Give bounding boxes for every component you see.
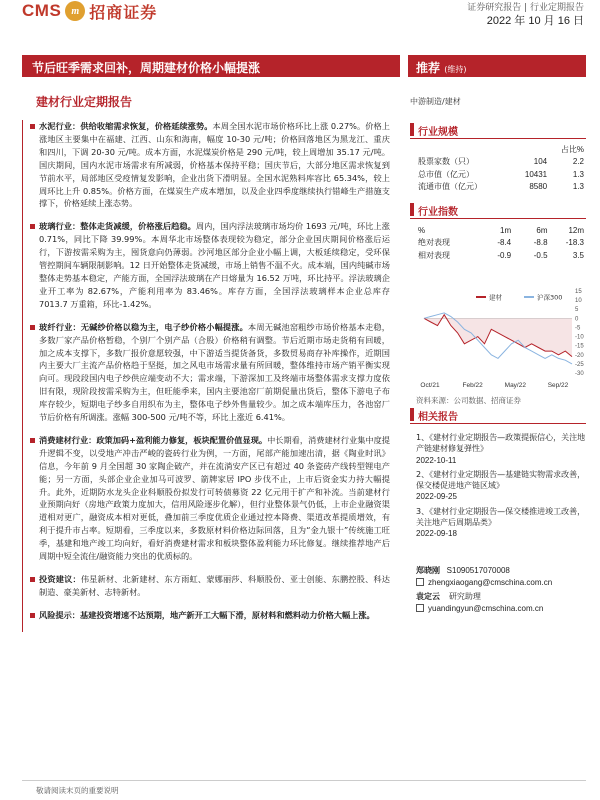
y-tick-label: -20 [575,352,584,359]
y-tick-label: -5 [575,325,581,332]
paragraph-body: 本周全国水泥市场价格环比上涨 0.27%。价格上涨地区主要集中在福建、江西、山东和海南，幅度 10-30 元/吨；价格回落地区为黑龙江、重庆和四川，下调 20-30 元/吨。成本方面，水泥煤炭价格是 290 元/吨，较上周增加 35.17 元/吨。国庆期间，国内水泥市场需求有所减弱，价格基本保持平稳；国庆节后，大部分地区需求恢复到节前水平，局部地区受疫情复发影响，企业出货下滑明显。全国水泥熟料库容比 65.34%，较上周环比上升 0.85%。价格方面，在煤炭生产成本增加，以及企业四季度继续执行错峰生产措施支撑下，价格延续上涨态势。 [39,121,390,209]
analyst-name: 袁定云 [416,592,440,601]
analyst-email[interactable]: zhengxiaogang@cmschina.com.cn [428,578,553,587]
unit-label: 占比% [560,144,584,154]
bullet-icon [30,124,35,129]
bullet-icon [30,224,35,229]
cell: -0.9 [497,250,512,260]
x-tick-label: May/22 [504,382,526,389]
related-report-item[interactable] [416,506,588,540]
heading-text: 相关报告 [418,412,458,423]
heading-bar [410,203,414,216]
section-heading-index [410,203,586,218]
report-link[interactable]: 3、《建材行业定期报告—保交楼推进竣工改善，关注地产后周期品类》 [416,506,586,528]
paragraph-lead: 投资建议： [39,574,81,584]
row-label: 总市值（亿元） [418,169,474,179]
analysts [416,565,588,615]
section-heading-related [410,408,586,423]
y-tick-label: -25 [575,361,584,368]
cell: -8.8 [533,238,548,248]
rating-banner [408,55,586,77]
chart-source: 资料来源：公司数据、招商证券 [416,396,521,405]
analyst-email[interactable]: yuandingyun@cmschina.com.cn [428,604,544,613]
heading-text: 行业规模 [418,127,458,138]
rating-sub: (维持) [444,65,467,74]
heading-rule [410,218,586,219]
col-header: % [418,225,426,235]
cell: 3.5 [572,250,584,260]
heading-rule [410,138,586,139]
company-logo [22,0,157,22]
table-row [416,156,586,169]
paragraph-lead: 玻璃行业：整体走货减缓，价格涨后趋稳。 [39,221,196,232]
index-table [416,224,586,262]
report-subtitle: 建材行业定期报告 [36,95,133,109]
legend-label: 建材 [489,293,502,302]
paragraph-body: 周内，国内浮法玻璃市场均价 1693 元/吨，环比上涨 0.71%，同比下降 39.99%。本周华北市场整体表现较为稳定，部分企业国庆期间价格涨后运行，下游按需采购为主，囤货意向仍薄弱。沙河地区部分企业小幅上调，大板延续稳定，受环保管控期间车辆限制影响。12 日开始整体走货减缓，市场上销售不温不火。成本端，国内纯碱市场整体走势基本稳定，产能方面，全国浮法玻璃在产日熔量为 16.52 万吨，环比持平。浮法玻璃企业开工率为 82.67%，产能利用率为 83.46%。库存方面，全国浮法玻璃样本企业总库存 7013.7 万重箱，环比-1.42%。 [39,221,390,309]
row-pct: 2.2 [572,157,584,167]
row-value: 8580 [529,182,548,192]
table-row [416,237,586,250]
logo-badge-icon: m [65,1,85,21]
report-link[interactable]: 2、《建材行业定期报告—基建链实物需求改善，保交楼促进地产链区域》 [416,469,586,491]
paragraph-lead: 风险提示：基建投资增速不达预期，地产新开工大幅下滑，原材料和燃料动力价格大幅上涨。 [39,609,375,620]
mail-icon [416,578,424,586]
paragraph-risk [31,609,390,622]
bullet-icon [30,613,35,618]
row-value: 10431 [524,169,548,179]
analyst-email-row [416,577,588,589]
report-title: 节后旺季需求回补，周期建材价格小幅提涨 [22,55,400,77]
col-header: 1m [500,225,512,235]
paragraph-investment-advice [31,573,390,599]
paragraph-fiberglass [31,321,390,424]
report-date: 2022-09-18 [416,529,457,539]
table-row [416,181,586,194]
analyst [416,565,588,577]
cell: -8.4 [497,238,512,248]
paragraph-lead: 消费建材行业：政策加码+盈利能力修复，板块配置价值显现。 [39,434,268,445]
report-date: 2022 年 10 月 16 日 [486,15,584,27]
y-tick-label: -15 [575,343,584,350]
row-label: 流通市值（亿元） [418,182,482,192]
legend-label: 沪深300 [537,293,563,302]
report-date: 2022-09-25 [416,492,457,502]
scale-table [416,143,586,193]
y-tick-label: -30 [575,371,584,377]
y-tick-label: -10 [575,334,584,341]
analyst [416,591,588,603]
paragraph-glass [31,220,390,310]
footer-note: 敬请阅读末页的重要说明 [36,786,119,795]
bullet-icon [30,325,35,330]
table-row [416,249,586,262]
table-header-row [416,143,586,156]
row-label: 相对表现 [418,250,450,260]
paragraph-lead: 玻纤行业：无碱纱价格以稳为主，电子纱价格小幅提涨。 [39,321,249,332]
section-heading-scale [410,123,586,138]
bullet-icon [30,577,35,582]
logo-latin: CMS [22,1,62,20]
paragraph-body: 中长期看，消费建材行业集中度提升逻辑不变，以受地产冲击严峻的瓷砖行业为例，一方面，尾部产能加速出清，据《陶业时讯》信息，今年前 9 月全国超 30 家陶企破产，并在流淌安产区已有超过 40 条瓷砖产线转型锂电产能；另一方面，头部企业企业加马可波罗、箭牌家居 IPO 步伐不止，上市后资金实力持大幅提升。此外，近期防水龙头企业科顺股份拟发行可转债募资 22 亿元用于扩产和补流。当前建材行业预期向好（房地产政策力度加大，信用风险逐步化解），但行业整体景气仍低，上市企业融资渠道相对更广，融资成本相对更低，叠加前三季度优质企业通过控本降费、渠道改革提质增效，有利于提升市占率。短期看，三季度以来，多数原材料价格边际回落，且为“金九银十”传统施工旺季，基建和地产竣工均向好，看好消费建材需求和板块整体盈利能力环比修复。继续推荐地产后周期中短全流住/融资能力突出的优质标的。 [39,434,390,562]
logo-chinese: 招商证券 [89,2,158,22]
paragraph-lead: 水泥行业：供给收缩需求恢复，价格延续涨势。 [39,121,213,131]
row-pct: 1.3 [572,169,584,179]
row-pct: 1.3 [572,182,584,192]
table-header-row [416,224,586,237]
heading-bar [410,408,414,421]
bullet-icon [30,438,35,443]
y-tick-label: 15 [575,289,582,295]
industry-label: 中游制造/建材 [410,97,461,106]
table-row [416,168,586,181]
analyst-role: 研究助理 [448,592,481,601]
mail-icon [416,604,424,612]
report-link[interactable]: 1、《建材行业定期报告—政策提振信心，关注地产链建材修复弹性》 [416,433,586,454]
y-tick-label: 5 [575,307,579,314]
rating: 推荐 [416,61,441,75]
heading-rule [410,423,586,424]
footer-divider [22,780,586,781]
paragraph-body: 本周无碱池窑粗纱市场价格基本走稳，多数厂家产品价格暂稳，个别厂个别产品（合股）价格稍有调整。节后近期市场走货稍有回暖，加之成本支撑下，多数厂报价意愿较强，中下游适当提货备货，多数贸易商存补库操作，近期国内主要大厂主流产品价格趋于坚挺，加之风电市场需求量有所回暖，整体维持市场产销平衡实现向可。现段段国内电子纱供应端变动不大；需求端，下游深加工及终端市场整体需求支撑力度依旧有限，现阶段按需采购为主，但旺能季来，国内主要池窑厂前期促量出货后，整体下游电子布库存较少，短期电子纱多自用织布为主，整体电子纱外售量较少。加之成本端库压力，各池窑厂节后价格有所调涨。涨幅 300-500 元/吨不等，环比上涨近 6.41%。 [39,321,390,423]
x-tick-label: Sep/22 [547,382,569,389]
y-tick-label: 0 [575,316,579,323]
paragraph-cement [31,120,390,210]
x-tick-label: Oct/21 [420,382,440,389]
x-tick-label: Feb/22 [462,382,483,389]
analyst-email-row [416,603,588,615]
analyst-name: 郑晓刚 [416,566,440,575]
heading-bar [410,123,414,136]
row-label: 绝对表现 [418,238,450,248]
col-header: 12m [568,225,584,235]
related-reports-list [416,432,588,543]
paragraph-body: 伟星新材、北新建材、东方雨虹、蒙娜丽莎、科顺股份、亚士创能、东鹏控股、科达制造、豪美新材、志特新材。 [39,574,390,597]
series-area [424,315,572,357]
cell: -18.3 [565,238,584,248]
col-header: 6m [536,225,548,235]
report-date: 2022-10-11 [416,455,457,465]
y-tick-label: 10 [575,298,582,305]
index-chart [416,283,588,391]
report-type: 证券研究报告 | 行业定期报告 [467,3,584,13]
main-body [22,120,400,632]
related-report-item[interactable] [416,432,588,466]
paragraph-consumer-materials [31,434,390,563]
related-report-item[interactable] [416,469,588,503]
analyst-id: S1090517070008 [446,566,510,575]
heading-text: 行业指数 [418,207,458,218]
row-label: 股票家数（只） [418,157,474,167]
cell: -0.5 [533,250,548,260]
row-value: 104 [533,157,548,167]
